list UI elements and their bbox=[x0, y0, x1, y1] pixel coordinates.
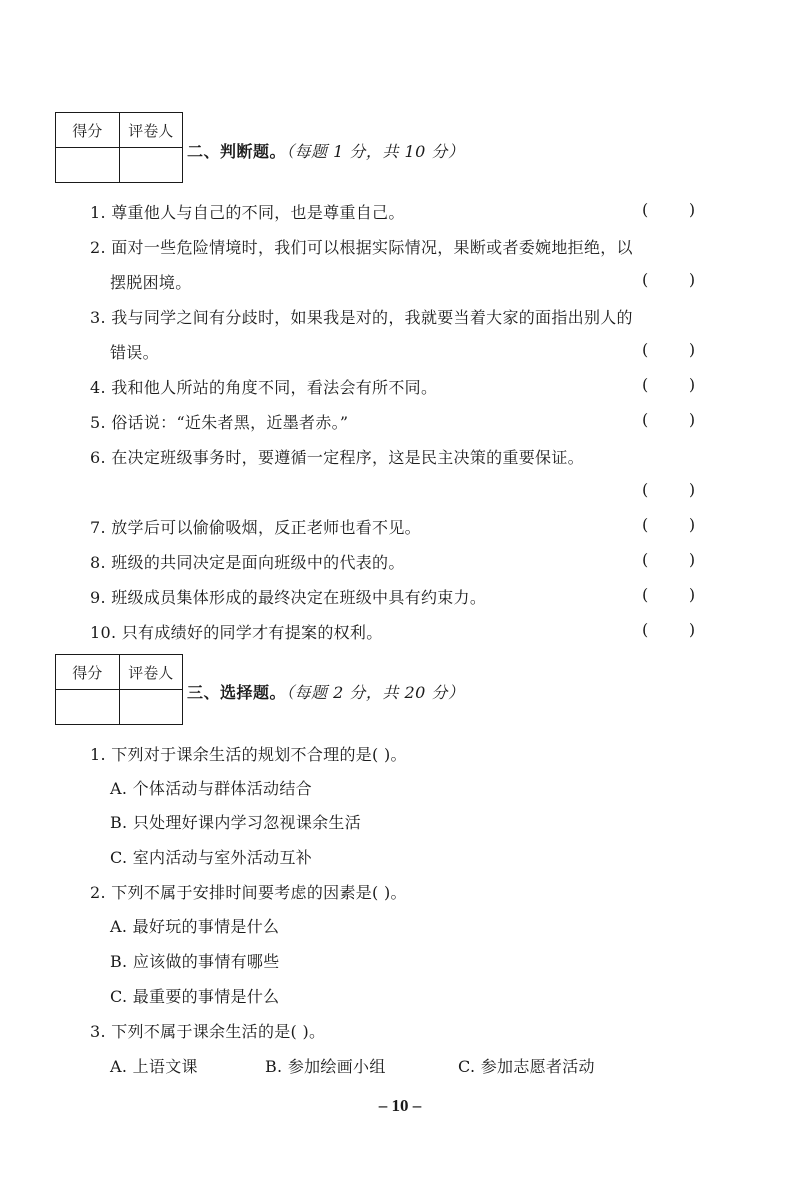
choice-q2-option-b[interactable]: B. 应该做的事情有哪些 bbox=[110, 952, 280, 971]
page-number: – 10 – bbox=[378, 1096, 422, 1115]
section3-heading: 三、选择题。 bbox=[187, 683, 287, 702]
choice-q2-option-a[interactable]: A. 最好玩的事情是什么 bbox=[110, 917, 280, 936]
judge-item-9: 9. 班级成员集体形成的最终决定在班级中具有约束力。 bbox=[90, 588, 487, 607]
grader-label: 评卷人 bbox=[119, 113, 183, 148]
choice-q1-stem: 1. 下列对于课余生活的规划不合理的是( )。 bbox=[90, 745, 407, 764]
score-cell bbox=[56, 148, 120, 183]
answer-blank[interactable]: ( ) bbox=[642, 270, 696, 289]
section3-note: （每题 2 分，共 20 分） bbox=[286, 683, 465, 702]
section3-title bbox=[187, 680, 464, 703]
judge-item-7: 7. 放学后可以偷偷吸烟，反正老师也看不见。 bbox=[90, 518, 421, 537]
judge-item-3-cont: 错误。 bbox=[110, 343, 159, 362]
judge-item-4: 4. 我和他人所站的角度不同，看法会有所不同。 bbox=[90, 378, 438, 397]
section2-note: （每题 1 分，共 10 分） bbox=[286, 142, 465, 161]
answer-blank[interactable]: ( ) bbox=[642, 585, 696, 604]
score-box-section2 bbox=[55, 112, 183, 183]
judge-item-10: 10. 只有成绩好的同学才有提案的权利。 bbox=[90, 623, 383, 642]
choice-q2-option-c[interactable]: C. 最重要的事情是什么 bbox=[110, 987, 280, 1006]
score-label: 得分 bbox=[56, 655, 120, 690]
judge-item-3: 3. 我与同学之间有分歧时，如果我是对的，我就要当着大家的面指出别人的 bbox=[90, 308, 633, 327]
section2-heading: 二、判断题。 bbox=[187, 142, 287, 161]
answer-blank[interactable]: ( ) bbox=[642, 375, 696, 394]
answer-blank[interactable]: ( ) bbox=[642, 515, 696, 534]
grader-label: 评卷人 bbox=[119, 655, 183, 690]
judge-item-6: 6. 在决定班级事务时，要遵循一定程序，这是民主决策的重要保证。 bbox=[90, 448, 584, 467]
score-label: 得分 bbox=[56, 113, 120, 148]
answer-blank[interactable]: ( ) bbox=[642, 340, 696, 359]
choice-q1-option-a[interactable]: A. 个体活动与群体活动结合 bbox=[110, 779, 312, 798]
choice-q3-stem: 3. 下列不属于课余生活的是( )。 bbox=[90, 1022, 326, 1041]
choice-q3-option-a[interactable]: A. 上语文课 bbox=[110, 1057, 198, 1076]
choice-q1-option-b[interactable]: B. 只处理好课内学习忽视课余生活 bbox=[110, 813, 362, 832]
answer-blank[interactable]: ( ) bbox=[642, 480, 696, 499]
choice-q3-option-c[interactable]: C. 参加志愿者活动 bbox=[458, 1057, 595, 1076]
answer-blank[interactable]: ( ) bbox=[642, 550, 696, 569]
choice-q1-option-c[interactable]: C. 室内活动与室外活动互补 bbox=[110, 848, 313, 867]
score-cell bbox=[56, 690, 120, 725]
judge-item-5: 5. 俗话说：“近朱者黑，近墨者赤。” bbox=[90, 413, 349, 432]
judge-item-8: 8. 班级的共同决定是面向班级中的代表的。 bbox=[90, 553, 405, 572]
judge-item-2-cont: 摆脱困境。 bbox=[110, 273, 192, 292]
grader-cell bbox=[119, 148, 183, 183]
choice-q2-stem: 2. 下列不属于安排时间要考虑的因素是( )。 bbox=[90, 883, 407, 902]
choice-q3-option-b[interactable]: B. 参加绘画小组 bbox=[265, 1057, 386, 1076]
judge-item-2: 2. 面对一些危险情境时，我们可以根据实际情况，果断或者委婉地拒绝，以 bbox=[90, 238, 633, 257]
section2-title bbox=[187, 139, 464, 162]
grader-cell bbox=[119, 690, 183, 725]
answer-blank[interactable]: ( ) bbox=[642, 620, 696, 639]
judge-item-1: 1. 尊重他人与自己的不同，也是尊重自己。 bbox=[90, 203, 405, 222]
score-box-section3 bbox=[55, 654, 183, 725]
answer-blank[interactable]: ( ) bbox=[642, 410, 696, 429]
answer-blank[interactable]: ( ) bbox=[642, 200, 696, 219]
